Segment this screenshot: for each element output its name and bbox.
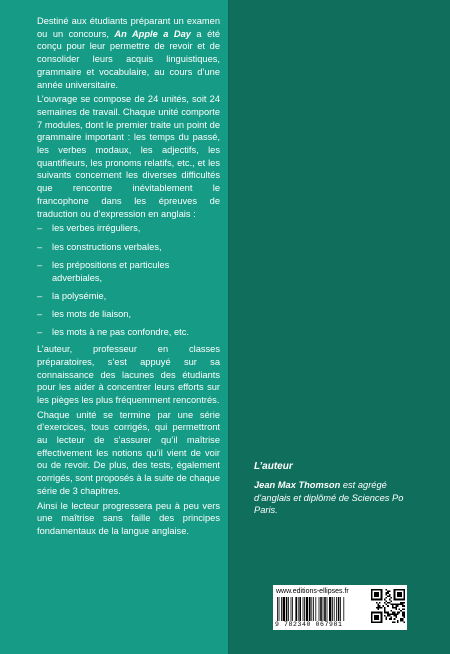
qr-module	[402, 620, 404, 622]
bullet-dash: –	[37, 259, 43, 270]
barcode-bar	[319, 597, 320, 621]
qr-module	[400, 610, 402, 612]
qr-module	[377, 594, 379, 596]
qr-module	[394, 604, 396, 606]
qr-module	[403, 591, 405, 593]
qr-module	[384, 608, 386, 610]
list-item-text: les prépositions et particules adverbiales,	[52, 259, 170, 283]
qr-module	[371, 621, 373, 623]
qr-module	[371, 599, 373, 601]
qr-module	[399, 599, 401, 601]
qr-module	[386, 589, 388, 591]
qr-module	[379, 607, 381, 609]
qr-module	[389, 615, 391, 617]
barcode-bar	[315, 597, 316, 621]
qr-module	[394, 615, 396, 617]
barcode-bar	[309, 597, 311, 621]
qr-module	[402, 613, 404, 615]
qr-module	[394, 613, 396, 615]
author-name: Jean Max Thomson	[254, 480, 341, 490]
list-item-text: les mots de liaison,	[52, 309, 132, 320]
qr-module	[403, 602, 405, 604]
qr-module	[381, 607, 383, 609]
qr-module	[395, 617, 397, 619]
qr-module	[376, 602, 378, 604]
qr-module	[400, 604, 402, 606]
barcode-bar	[311, 597, 312, 621]
qr-module	[397, 595, 399, 597]
isbn-barcode	[276, 597, 369, 621]
qr-module	[386, 597, 388, 599]
qr-module	[389, 599, 391, 601]
qr-module	[400, 592, 402, 594]
qr-module	[371, 613, 373, 615]
barcode-bar	[283, 597, 285, 621]
list-item-text: les verbes irréguliers,	[52, 223, 141, 234]
qr-module	[384, 615, 386, 617]
qr-module	[373, 599, 375, 601]
qr-module	[397, 620, 399, 622]
qr-module	[397, 612, 399, 614]
qr-module	[402, 589, 404, 591]
bullet-dash: –	[37, 290, 43, 301]
qr-module	[400, 594, 402, 596]
qr-module	[395, 589, 397, 591]
qr-module	[371, 620, 373, 622]
structure-paragraph: L’ouvrage se compose de 24 unités, soit 24 semaines de travail. Chaque unité comporte 7 modules, dont le premier traite un point de grammaire important : les temps du passé, les verbes modaux, les adjectifs, les quantifieurs, les pronoms relatifs, etc., et les suivants concernent les diverses difficultés que rencontre inévitablement le francophone dans les épreuves de traduction ou d’expression en anglais :	[37, 94, 220, 219]
qr-module	[376, 617, 378, 619]
qr-module	[392, 621, 394, 623]
qr-module	[387, 602, 389, 604]
qr-module	[389, 594, 391, 596]
qr-module	[390, 604, 392, 606]
qr-module	[394, 618, 396, 620]
qr-module	[394, 607, 396, 609]
qr-module	[403, 608, 405, 610]
qr-module	[394, 597, 396, 599]
qr-module	[381, 618, 383, 620]
barcode-bar	[327, 597, 328, 621]
qr-module	[381, 589, 383, 591]
qr-module	[400, 620, 402, 622]
qr-module	[374, 615, 376, 617]
qr-module	[403, 594, 405, 596]
qr-module	[402, 608, 404, 610]
qr-module	[399, 608, 401, 610]
qr-module	[387, 592, 389, 594]
qr-module	[389, 613, 391, 615]
qr-module	[403, 589, 405, 591]
qr-module	[387, 615, 389, 617]
qr-module	[399, 594, 401, 596]
qr-module	[403, 599, 405, 601]
qr-module	[382, 605, 384, 607]
qr-module	[384, 607, 386, 609]
qr-module	[403, 597, 405, 599]
qr-module	[374, 621, 376, 623]
qr-module	[397, 621, 399, 623]
author-heading: L’auteur	[254, 461, 293, 472]
qr-module	[394, 612, 396, 614]
list-item	[37, 326, 220, 339]
qr-module	[390, 597, 392, 599]
qr-module	[390, 600, 392, 602]
qr-module	[402, 618, 404, 620]
qr-module	[374, 618, 376, 620]
qr-module	[387, 591, 389, 593]
qr-module	[402, 602, 404, 604]
barcode-bar	[281, 597, 282, 621]
qr-module	[381, 613, 383, 615]
qr-module	[374, 595, 376, 597]
qr-module	[381, 612, 383, 614]
qr-module	[371, 597, 373, 599]
qr-module	[377, 592, 379, 594]
list-item	[37, 290, 220, 303]
qr-module	[394, 591, 396, 593]
qr-module	[389, 602, 391, 604]
qr-module	[390, 618, 392, 620]
qr-module	[379, 589, 381, 591]
qr-module	[389, 595, 391, 597]
qr-module	[397, 594, 399, 596]
qr-module	[402, 599, 404, 601]
qr-module	[379, 602, 381, 604]
qr-module	[400, 595, 402, 597]
difficulty-list	[37, 222, 220, 339]
qr-module	[371, 591, 373, 593]
qr-module	[376, 594, 378, 596]
barcode-bar	[295, 597, 297, 621]
qr-module	[403, 612, 405, 614]
qr-module	[379, 621, 381, 623]
qr-module	[373, 621, 375, 623]
barcode-bar	[288, 597, 289, 621]
qr-module	[381, 599, 383, 601]
qr-module	[376, 589, 378, 591]
qr-module	[399, 595, 401, 597]
isbn-number: 9 782340 067981	[275, 621, 343, 628]
qr-module	[386, 600, 388, 602]
qr-module	[377, 595, 379, 597]
qr-module	[381, 591, 383, 593]
qr-module	[392, 604, 394, 606]
qr-module	[402, 605, 404, 607]
barcode-bar	[334, 597, 335, 621]
qr-module	[390, 610, 392, 612]
qr-module	[379, 605, 381, 607]
qr-module	[377, 615, 379, 617]
barcode-bar	[306, 597, 308, 621]
bullet-dash: –	[37, 309, 43, 320]
intro-paragraph	[37, 15, 220, 91]
qr-module	[381, 597, 383, 599]
qr-module	[394, 594, 396, 596]
qr-module	[397, 599, 399, 601]
qr-module	[371, 595, 373, 597]
qr-module	[392, 613, 394, 615]
qr-module	[376, 599, 378, 601]
qr-module	[384, 612, 386, 614]
description-column	[37, 15, 220, 538]
qr-module	[395, 615, 397, 617]
qr-module	[374, 589, 376, 591]
qr-module	[395, 607, 397, 609]
qr-module	[394, 592, 396, 594]
qr-module	[389, 618, 391, 620]
qr-module	[376, 615, 378, 617]
qr-module	[379, 612, 381, 614]
publisher-website: www.editions-ellipses.fr	[276, 588, 349, 595]
qr-module	[397, 613, 399, 615]
qr-module	[371, 617, 373, 619]
qr-module	[377, 607, 379, 609]
barcode-bar	[329, 597, 331, 621]
qr-module	[371, 592, 373, 594]
qr-module	[387, 612, 389, 614]
list-item	[37, 308, 220, 321]
barcode-label	[273, 585, 407, 630]
book-title: An Apple a Day	[114, 28, 191, 39]
qr-module	[376, 621, 378, 623]
barcode-bar	[292, 597, 293, 621]
qr-module	[371, 618, 373, 620]
barcode-bar	[340, 597, 341, 621]
qr-module	[374, 592, 376, 594]
barcode-bar	[323, 597, 324, 621]
exercises-paragraph: Chaque unité se termine par une série d’exercices, tous corrigés, qui permettront au lecteur de s’assurer qu’il maîtrise effectivement les notions qu’il vient de voir ou de revoir. De plus, des tests, également corrigés, sont proposés à la suite de chaque série de 3 chapitres.	[37, 409, 220, 496]
qr-module	[399, 592, 401, 594]
qr-module	[377, 617, 379, 619]
barcode-bar	[313, 597, 314, 621]
qr-module	[374, 594, 376, 596]
qr-module	[389, 591, 391, 593]
barcode-bar	[336, 597, 337, 621]
qr-module	[374, 612, 376, 614]
qr-module	[386, 618, 388, 620]
qr-module	[376, 595, 378, 597]
qr-module	[403, 621, 405, 623]
qr-module	[376, 618, 378, 620]
qr-module	[377, 589, 379, 591]
conclusion-paragraph: Ainsi le lecteur progressera peu à peu vers une maîtrise sans faille des principes fondamentaux de la langue anglaise.	[37, 500, 220, 536]
qr-module	[395, 613, 397, 615]
qr-module	[387, 613, 389, 615]
author-bio	[254, 479, 424, 517]
qr-module	[403, 613, 405, 615]
qr-module	[377, 599, 379, 601]
author-bio-text: est agrégé d’anglais et diplômé de Sciences Po Paris.	[254, 480, 404, 515]
qr-module	[374, 617, 376, 619]
qr-module	[373, 589, 375, 591]
list-item	[37, 259, 220, 284]
qr-module	[377, 608, 379, 610]
qr-module	[381, 595, 383, 597]
list-item-text: la polysémie,	[52, 290, 107, 301]
qr-module	[397, 589, 399, 591]
qr-module	[400, 602, 402, 604]
qr-module	[400, 618, 402, 620]
list-item-text: les mots à ne pas confondre, etc.	[52, 327, 189, 338]
qr-module	[384, 610, 386, 612]
qr-module	[394, 589, 396, 591]
qr-module	[386, 592, 388, 594]
qr-module	[371, 594, 373, 596]
qr-code	[371, 589, 405, 623]
qr-module	[392, 605, 394, 607]
qr-module	[384, 602, 386, 604]
qr-module	[397, 604, 399, 606]
barcode-bar	[303, 597, 304, 621]
barcode-bar	[332, 597, 333, 621]
bullet-dash: –	[37, 223, 43, 234]
barcode-bar	[286, 597, 288, 621]
bullet-dash: –	[37, 327, 43, 338]
qr-module	[376, 592, 378, 594]
qr-module	[397, 592, 399, 594]
qr-module	[381, 617, 383, 619]
qr-module	[403, 595, 405, 597]
qr-module	[377, 605, 379, 607]
barcode-bar	[320, 597, 322, 621]
qr-module	[390, 617, 392, 619]
qr-module	[392, 607, 394, 609]
barcode-bar	[291, 597, 292, 621]
qr-module	[377, 612, 379, 614]
qr-module	[400, 599, 402, 601]
column-divider	[228, 0, 229, 654]
qr-module	[386, 604, 388, 606]
barcode-bar	[324, 597, 326, 621]
qr-module	[387, 595, 389, 597]
qr-module	[392, 612, 394, 614]
qr-module	[394, 621, 396, 623]
qr-module	[377, 621, 379, 623]
qr-module	[386, 612, 388, 614]
list-item	[37, 241, 220, 254]
qr-module	[379, 599, 381, 601]
qr-module	[397, 605, 399, 607]
qr-module	[381, 592, 383, 594]
qr-module	[395, 599, 397, 601]
qr-module	[403, 617, 405, 619]
qr-module	[403, 605, 405, 607]
qr-module	[371, 615, 373, 617]
barcode-bar	[343, 597, 344, 621]
qr-module	[402, 615, 404, 617]
qr-module	[395, 604, 397, 606]
qr-module	[399, 612, 401, 614]
qr-module	[395, 605, 397, 607]
qr-module	[376, 612, 378, 614]
qr-module	[371, 589, 373, 591]
qr-module	[381, 615, 383, 617]
qr-module	[386, 617, 388, 619]
barcode-bar	[338, 597, 340, 621]
qr-module	[371, 612, 373, 614]
qr-module	[373, 612, 375, 614]
list-item-text: les constructions verbales,	[52, 241, 162, 252]
qr-module	[400, 589, 402, 591]
bullet-dash: –	[37, 241, 43, 252]
author-panel	[229, 0, 450, 654]
list-item	[37, 222, 220, 235]
qr-module	[377, 604, 379, 606]
qr-module	[394, 595, 396, 597]
barcode-bar	[277, 597, 278, 621]
qr-module	[394, 599, 396, 601]
qr-module	[386, 594, 388, 596]
qr-module	[387, 605, 389, 607]
qr-module	[402, 612, 404, 614]
qr-module	[376, 607, 378, 609]
qr-module	[403, 615, 405, 617]
author-approach-paragraph: L’auteur, professeur en classes préparatoires, s’est appuyé sur sa connaissance des lacunes des étudiants pour les aider à concentrer leurs efforts sur les pièges les plus fréquemment rencontrés.	[37, 344, 220, 405]
barcode-bar	[298, 597, 299, 621]
qr-module	[381, 620, 383, 622]
qr-module	[377, 618, 379, 620]
qr-module	[374, 599, 376, 601]
qr-module	[399, 589, 401, 591]
qr-module	[395, 608, 397, 610]
qr-module	[390, 613, 392, 615]
barcode-bar	[299, 597, 301, 621]
intro-text-after: a été conçu pour leur permettre de revoir et de consolider leurs acquis linguistiques, grammaire et vocabulaire, au cours d’une année universitaire.	[37, 28, 220, 90]
intro-text-before: Destiné aux étudiants préparant un examen ou un concours,	[37, 16, 220, 39]
barcode-bar	[279, 597, 280, 621]
qr-module	[384, 599, 386, 601]
qr-module	[403, 592, 405, 594]
qr-module	[402, 604, 404, 606]
barcode-bar	[304, 597, 305, 621]
qr-module	[381, 621, 383, 623]
qr-module	[381, 594, 383, 596]
qr-module	[399, 604, 401, 606]
